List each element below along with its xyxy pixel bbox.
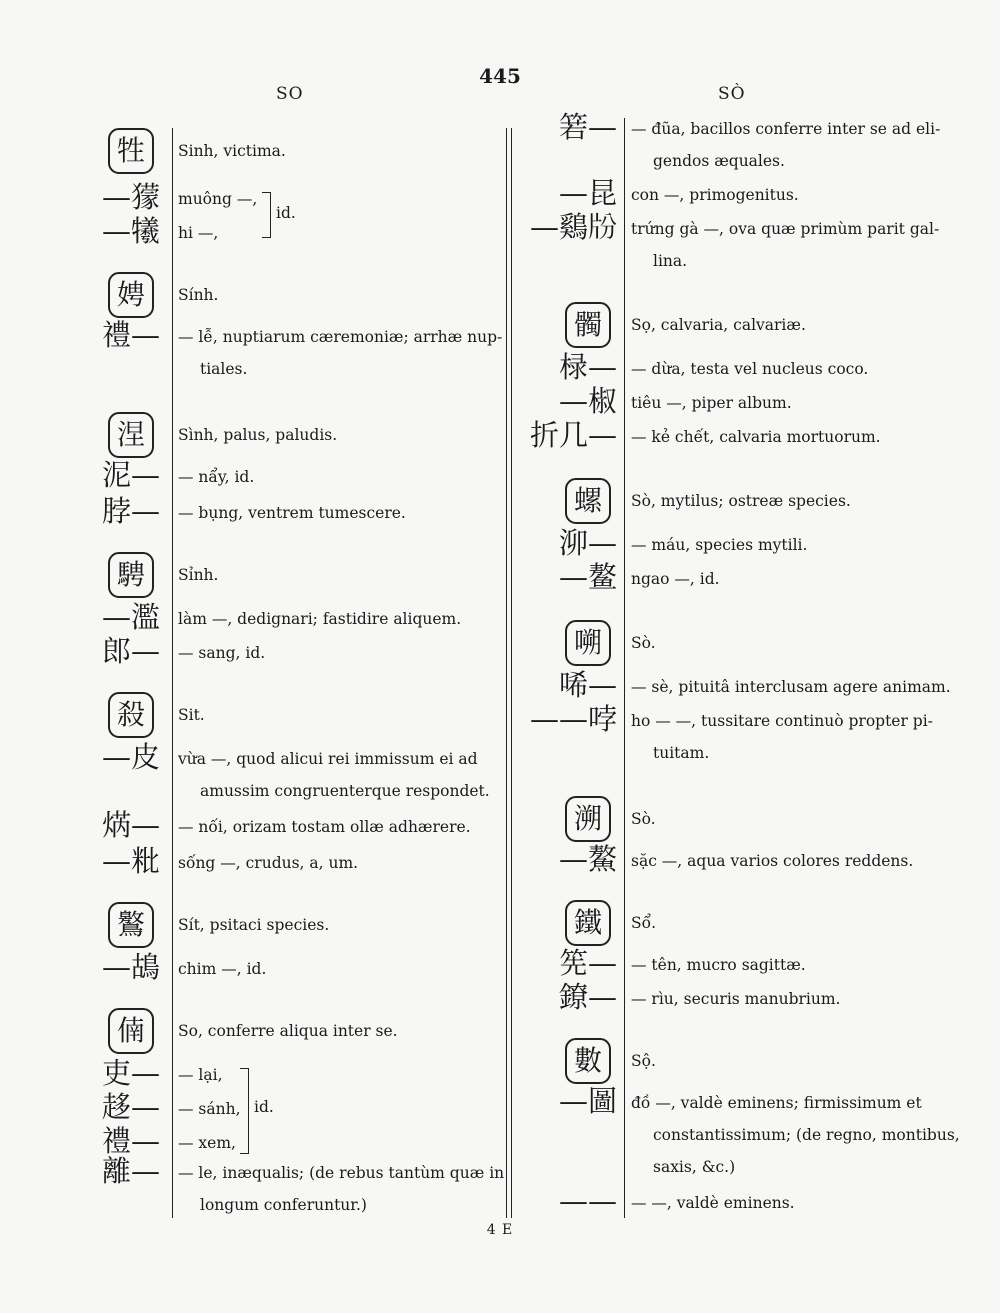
entry-text: chim —, id. <box>178 960 267 978</box>
headword <box>108 128 154 174</box>
brace-1-label: id. <box>276 204 296 222</box>
boxed-headword: 殺 <box>108 692 154 738</box>
headword: 郎— <box>101 634 160 668</box>
headword <box>565 302 611 348</box>
entry-text: — bụng, ventrem tumescere. <box>178 504 406 522</box>
headword: 趍— <box>101 1090 160 1124</box>
headword: 椂— <box>558 350 617 384</box>
entry-text: ho — —, tussitare continuò propter pi- <box>631 712 933 730</box>
entry-text: — dừa, testa vel nucleus coco. <box>631 360 869 378</box>
boxed-headword: 鐵 <box>565 900 611 946</box>
headword <box>565 620 611 666</box>
right-column-rule <box>624 118 625 1218</box>
brace-2 <box>240 1068 249 1154</box>
headword: —粃 <box>101 844 160 878</box>
entry-text: — xem, <box>178 1134 236 1152</box>
entry-text: — đũa, bacillos conferre inter se ad eli- <box>631 120 941 138</box>
entry-continuation: longum conferuntur.) <box>200 1196 367 1214</box>
headword <box>565 900 611 946</box>
entry-text: Sình, palus, paludis. <box>178 426 338 444</box>
headword: —鴣 <box>101 950 160 984</box>
headword: ——哱 <box>529 702 617 736</box>
center-rule-1 <box>506 128 507 1218</box>
entry-text: muông —, <box>178 190 258 208</box>
headword: —鷄𤖭 <box>529 210 617 244</box>
headword: —椒 <box>558 384 617 418</box>
headword: 焫— <box>101 808 160 842</box>
entry-text: Sộ. <box>631 1052 656 1070</box>
entry-text: — le, inæqualis; (de rebus tantùm quæ in <box>178 1164 505 1182</box>
headword <box>108 412 154 458</box>
boxed-headword: 娉 <box>108 272 154 318</box>
page-number: 445 <box>479 64 521 88</box>
entry-text: — nẩy, id. <box>178 468 255 486</box>
headword: —犧 <box>101 214 160 248</box>
entry-text: sống —, crudus, a, um. <box>178 854 359 872</box>
entry-text: So, conferre aliqua inter se. <box>178 1022 398 1040</box>
entry-text: ngao —, id. <box>631 570 720 588</box>
boxed-headword: 溯 <box>565 796 611 842</box>
headword: —鰲 <box>558 842 617 876</box>
entry-text: — sánh, <box>178 1100 241 1118</box>
boxed-headword: 㑲 <box>108 1008 154 1054</box>
headword: —鳌 <box>558 560 617 594</box>
entry-continuation: lina. <box>653 252 688 270</box>
boxed-headword: 髑 <box>565 302 611 348</box>
boxed-headword: 鸄 <box>108 902 154 948</box>
entry-text: vừa —, quod alicui rei immissum ei ad <box>178 750 478 768</box>
entry-text: sặc —, aqua varios colores reddens. <box>631 852 914 870</box>
headword: 脖— <box>101 494 160 528</box>
boxed-headword: 數 <box>565 1038 611 1084</box>
headword: 吏— <box>101 1056 160 1090</box>
headword: 筅— <box>558 946 617 980</box>
headword <box>108 692 154 738</box>
headword: 折几— <box>529 418 617 452</box>
entry-text: — lễ, nuptiarum cæremoniæ; arrhæ nup- <box>178 328 503 346</box>
entry-text: — —, valdè eminens. <box>631 1194 795 1212</box>
headword: 箬— <box>558 110 617 144</box>
headword <box>108 552 154 598</box>
entry-continuation: saxis, &c.) <box>653 1158 736 1176</box>
entry-text: — lại, <box>178 1066 223 1084</box>
entry-text: — sang, id. <box>178 644 266 662</box>
entry-text: Sỉnh. <box>178 566 219 584</box>
entry-continuation: constantissimum; (de regno, montibus, <box>653 1126 960 1144</box>
headword: —昆 <box>558 176 617 210</box>
entry-text: Sít, psitaci species. <box>178 916 330 934</box>
entry-text: Sổ. <box>631 914 657 932</box>
headword <box>108 902 154 948</box>
entry-text: — tên, mucro sagittæ. <box>631 956 806 974</box>
entry-continuation: tuitam. <box>653 744 710 762</box>
headword: 鐐— <box>558 980 617 1014</box>
entry-text: Sinh, victima. <box>178 142 286 160</box>
headword <box>108 1008 154 1054</box>
headword: —— <box>559 1184 617 1218</box>
boxed-headword: 騁 <box>108 552 154 598</box>
left-column-rule <box>172 128 173 1218</box>
headword: 離— <box>101 1154 160 1188</box>
headword: 泥— <box>101 458 160 492</box>
entry-text: con —, primogenitus. <box>631 186 799 204</box>
headword <box>565 1038 611 1084</box>
brace-2-label: id. <box>254 1098 274 1116</box>
headword: —獴 <box>101 180 160 214</box>
entry-continuation: gendos æquales. <box>653 152 785 170</box>
boxed-headword: 嗍 <box>565 620 611 666</box>
entry-text: tiêu —, piper album. <box>631 394 792 412</box>
entry-text: Sò, mytilus; ostreæ species. <box>631 492 851 510</box>
center-rule-2 <box>511 128 512 1218</box>
headword: 禮— <box>101 1124 160 1158</box>
headword <box>108 272 154 318</box>
entry-text: Sọ, calvaria, calvariæ. <box>631 316 806 334</box>
entry-text: — sè, pituitâ interclusam agere animam. <box>631 678 951 696</box>
headword: 泖— <box>558 526 617 560</box>
headword <box>565 478 611 524</box>
boxed-headword: 牲 <box>108 128 154 174</box>
brace-1 <box>262 192 271 238</box>
header-left: SO <box>276 84 304 104</box>
headword: 唏— <box>558 668 617 702</box>
boxed-headword: 涅 <box>108 412 154 458</box>
entry-text: Sò. <box>631 634 656 652</box>
entry-text: Sit. <box>178 706 205 724</box>
headword: —圖 <box>558 1084 617 1118</box>
entry-text: Sò. <box>631 810 656 828</box>
headword: —濫 <box>101 600 160 634</box>
headword <box>565 796 611 842</box>
entry-text: — kẻ chết, calvaria mortuorum. <box>631 428 881 446</box>
entry-continuation: amussim congruenterque respondet. <box>200 782 490 800</box>
page-footer: 4 E <box>486 1222 514 1238</box>
entry-text: trứng gà —, ova quæ primùm parit gal- <box>631 220 940 238</box>
boxed-headword: 螺 <box>565 478 611 524</box>
entry-text: Sính. <box>178 286 219 304</box>
entry-text: hi —, <box>178 224 219 242</box>
entry-text: làm —, dedignari; fastidire aliquem. <box>178 610 462 628</box>
headword: 禮— <box>101 318 160 352</box>
header-right: SÒ <box>718 84 746 104</box>
entry-continuation: tiales. <box>200 360 248 378</box>
entry-text: đồ —, valdè eminens; firmissimum et <box>631 1094 922 1112</box>
headword: —皮 <box>101 740 160 774</box>
entry-text: — nối, orizam tostam ollæ adhærere. <box>178 818 471 836</box>
entry-text: — máu, species mytili. <box>631 536 808 554</box>
entry-text: — rìu, securis manubrium. <box>631 990 841 1008</box>
